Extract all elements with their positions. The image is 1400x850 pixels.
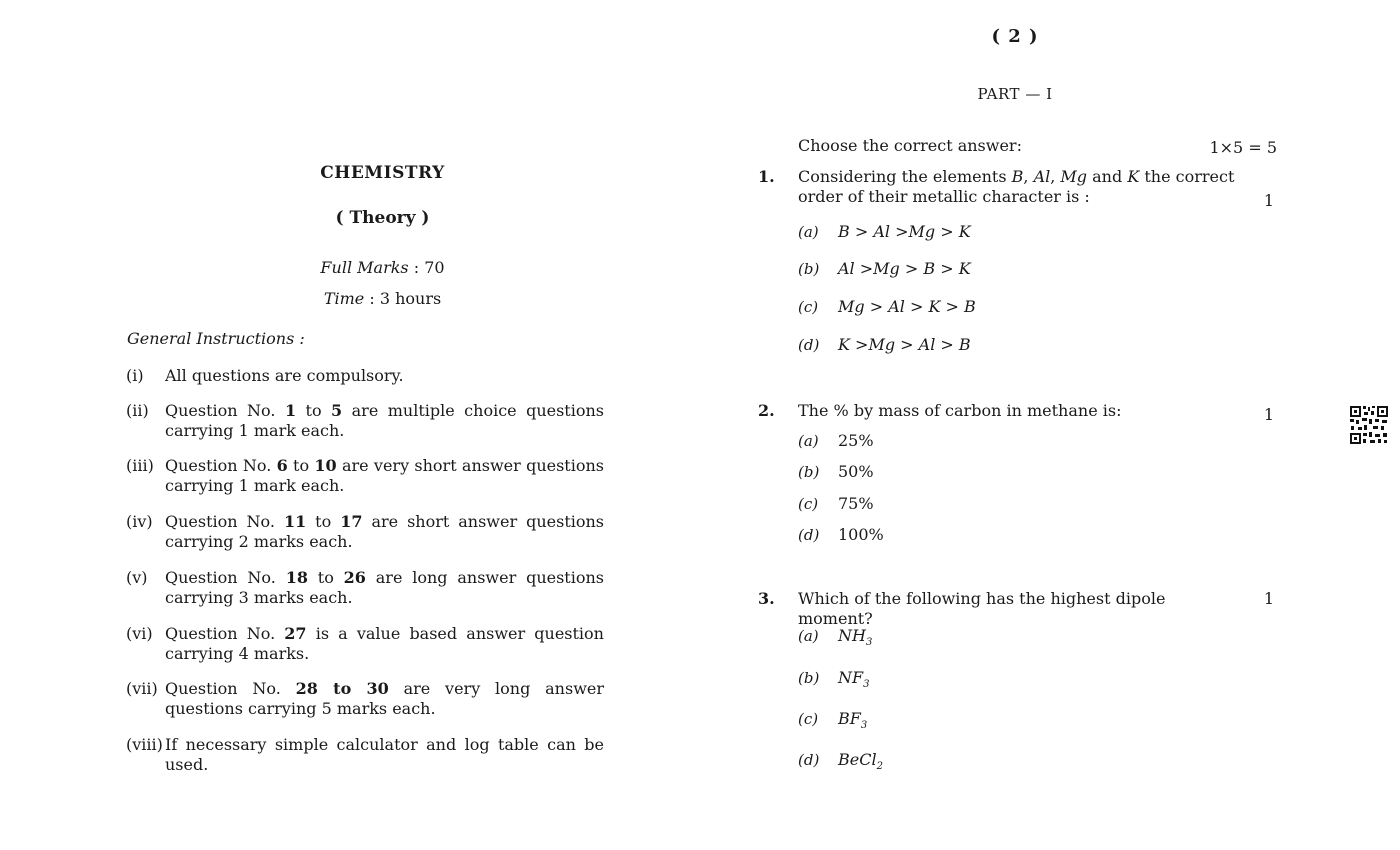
instructions-heading: General Instructions :	[127, 329, 305, 348]
instruction-item	[126, 624, 604, 664]
instruction-number: (viii)	[126, 735, 163, 754]
answer-option	[798, 750, 883, 777]
instruction-text	[165, 679, 604, 719]
instruction-text	[165, 401, 604, 441]
option-value	[838, 626, 873, 648]
instruction-text-part: are very long answer questions carrying 5 marks each.	[165, 679, 605, 718]
formula-base: NF	[838, 668, 864, 687]
question-range-end: 5	[331, 401, 343, 420]
answer-option	[798, 668, 869, 695]
option-label: (a)	[798, 223, 819, 241]
option-label: (d)	[798, 526, 820, 544]
part-title: PART — I	[977, 85, 1053, 103]
formula-base: BF	[838, 709, 861, 728]
option-value: Al >Mg > B > K	[838, 259, 971, 278]
instruction-item	[126, 568, 604, 608]
instruction-item	[126, 512, 604, 552]
question-range-start: 18	[285, 568, 308, 587]
question-number: 2.	[758, 401, 775, 420]
answer-option	[798, 626, 872, 653]
instruction-text-part: All questions are compulsory.	[165, 366, 404, 385]
question-mark: 1	[1263, 191, 1275, 210]
question-range-end: 17	[340, 512, 363, 531]
subject-title: CHEMISTRY	[320, 163, 445, 183]
instruction-text	[165, 456, 604, 496]
instruction-number: (vi)	[126, 624, 153, 643]
formula-subscript: 2	[876, 761, 883, 772]
formula-subscript: 3	[860, 720, 868, 731]
option-label: (c)	[798, 298, 819, 316]
answer-option	[798, 431, 874, 451]
section-score: 1×5 = 5	[1209, 138, 1277, 157]
instruction-text-part: Question No.	[165, 624, 285, 643]
page-number: ( 2 )	[991, 26, 1039, 47]
instruction-item	[126, 679, 604, 719]
option-label: (d)	[798, 751, 820, 769]
option-label: (a)	[798, 432, 819, 450]
question-number-bold: 27	[284, 624, 307, 643]
question-number: 3.	[758, 589, 775, 608]
instruction-text-part: are multiple choice questions carrying 1 mark each.	[165, 401, 604, 440]
instruction-text	[165, 624, 604, 664]
time-value: : 3 hours	[369, 289, 442, 308]
full-marks-label: Full Marks	[320, 258, 409, 277]
question-text: Which of the following has the highest dipole moment?	[798, 589, 1166, 628]
option-value: 50%	[838, 462, 874, 481]
question-range-end: 26	[343, 568, 366, 587]
formula-base: NH	[838, 626, 866, 645]
instruction-item	[126, 456, 604, 496]
option-value	[838, 709, 868, 731]
element-symbol: Mg	[1060, 167, 1088, 186]
time-label: Time	[323, 289, 365, 308]
instruction-text	[165, 568, 604, 608]
option-label: (c)	[798, 710, 819, 728]
answer-option	[798, 222, 971, 242]
question-text-part: ,	[1023, 167, 1034, 186]
question-range-start: 1	[284, 401, 297, 420]
full-marks-value: : 70	[413, 258, 445, 277]
instruction-number: (v)	[126, 568, 148, 587]
instruction-text-part: Question No.	[165, 401, 285, 420]
option-value: 25%	[838, 431, 874, 450]
instruction-text	[165, 366, 604, 386]
instruction-text-part: are long answer questions carrying 3 marks each.	[165, 568, 604, 607]
option-value: Mg > Al > K > B	[838, 297, 976, 316]
option-label: (b)	[798, 669, 820, 687]
instruction-text-part: Question No.	[165, 456, 277, 475]
instruction-text-part: Question No.	[165, 512, 284, 531]
time-allowed	[260, 289, 505, 308]
answer-option	[798, 462, 874, 482]
instruction-text-part: are short answer questions carrying 2 marks each.	[165, 512, 605, 551]
instruction-text-part: Question No.	[165, 679, 296, 698]
option-label: (d)	[798, 336, 820, 354]
option-value: 100%	[838, 525, 884, 544]
instruction-item	[126, 401, 604, 441]
full-marks	[260, 258, 505, 277]
instruction-text	[165, 512, 604, 552]
instruction-number: (iii)	[126, 456, 154, 475]
instruction-text-part: to	[287, 456, 315, 475]
option-label: (b)	[798, 463, 820, 481]
instruction-text-part: to	[296, 401, 332, 420]
question-text-part: the correct order of their metallic character is :	[798, 167, 1235, 206]
subject-subtitle: ( Theory )	[335, 208, 430, 228]
answer-option	[798, 525, 884, 545]
element-symbol: Al	[1033, 167, 1051, 186]
instruction-text-part: to	[307, 568, 344, 587]
instruction-number: (iv)	[126, 512, 153, 531]
instruction-item	[126, 735, 604, 775]
question-range-end: 10	[314, 456, 337, 475]
question-text	[798, 167, 1238, 207]
option-value: B > Al >Mg > K	[838, 222, 971, 241]
instruction-item	[126, 366, 604, 386]
answer-option	[798, 709, 867, 736]
formula-subscript: 3	[863, 679, 870, 690]
instruction-number: (ii)	[126, 401, 149, 420]
element-symbol: B	[1011, 167, 1024, 186]
instruction-text-part: to	[306, 512, 341, 531]
question-text-part: and	[1087, 167, 1128, 186]
question-text-part: ,	[1050, 167, 1061, 186]
question-mark: 1	[1263, 405, 1275, 424]
instruction-text	[165, 735, 604, 775]
option-label: (b)	[798, 260, 820, 278]
instruction-text-part: is a value based answer question carrying 4 marks.	[165, 624, 604, 663]
option-value: 75%	[838, 494, 874, 513]
answer-option	[798, 494, 874, 514]
instruction-text-part: Question No.	[165, 568, 286, 587]
option-value	[838, 750, 883, 772]
question-text: The % by mass of carbon in methane is:	[798, 401, 1122, 420]
answer-option	[798, 335, 971, 355]
option-value	[838, 668, 870, 690]
option-label: (a)	[798, 627, 819, 645]
question-range-start: 11	[283, 512, 307, 531]
instruction-number: (i)	[126, 366, 144, 385]
instruction-text-part: If necessary simple calculator and log table can be used.	[165, 735, 604, 774]
question-mark: 1	[1263, 589, 1275, 608]
question-range: 28 to 30	[295, 679, 389, 698]
answer-option	[798, 297, 976, 317]
instruction-text-part: are very short answer questions carrying 1 mark each.	[165, 456, 605, 495]
formula-subscript: 3	[865, 637, 873, 648]
instruction-number: (vii)	[126, 679, 158, 698]
option-label: (c)	[798, 495, 819, 513]
answer-option	[798, 259, 971, 279]
question-number: 1.	[758, 167, 775, 186]
section-instruction: Choose the correct answer:	[798, 136, 1022, 155]
qr-code-icon	[1349, 405, 1389, 445]
question-range-start: 6	[276, 456, 288, 475]
formula-base: BeCl	[838, 750, 877, 769]
option-value: K >Mg > Al > B	[838, 335, 971, 354]
element-symbol: K	[1127, 167, 1140, 186]
question-text-part: Considering the elements	[798, 167, 1012, 186]
